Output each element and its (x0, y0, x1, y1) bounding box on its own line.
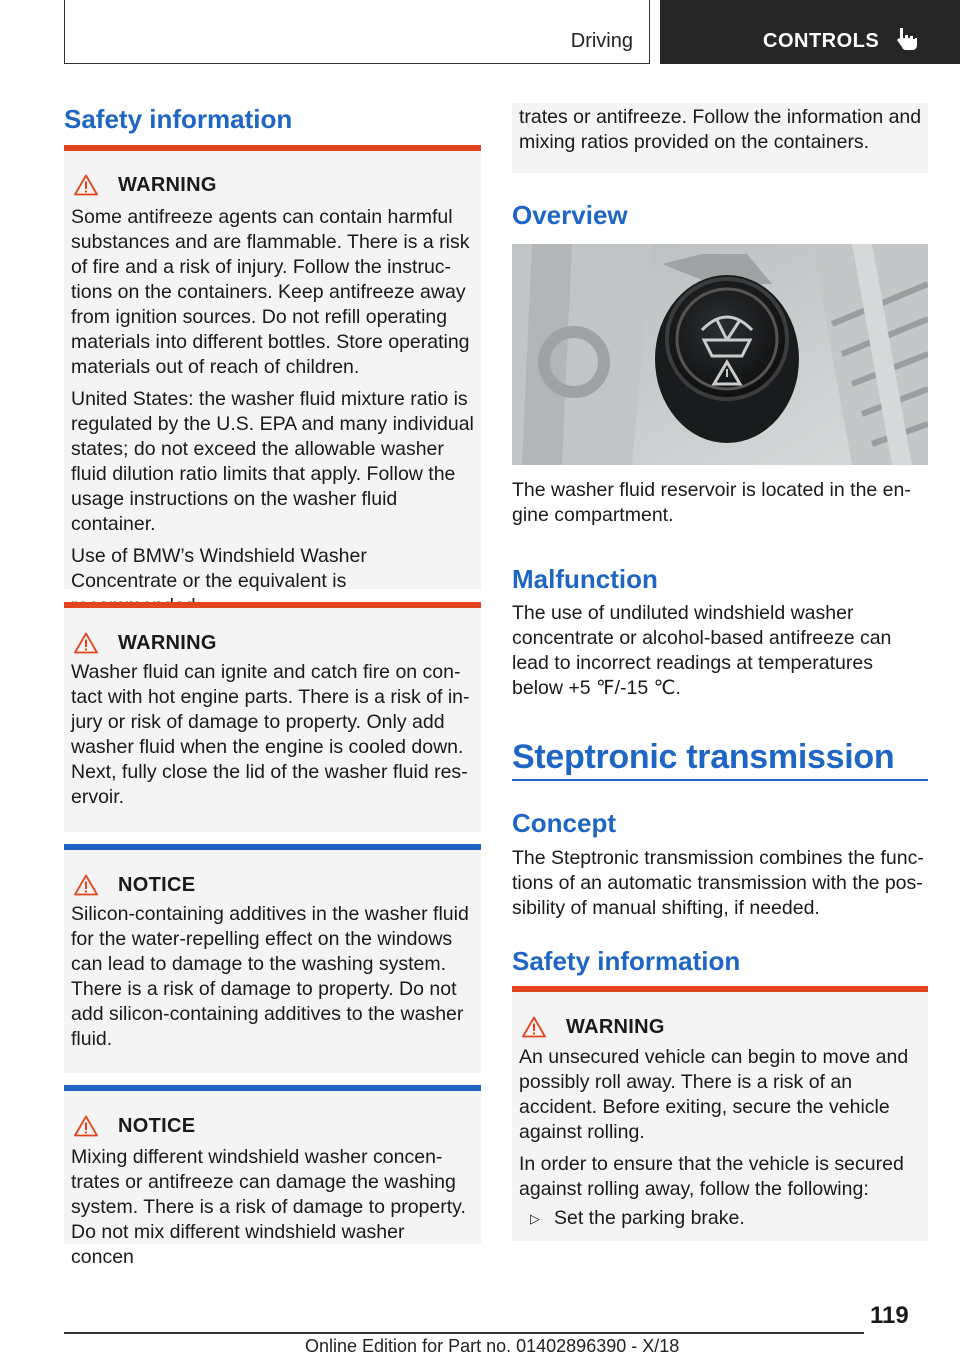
warning-triangle-icon (74, 632, 98, 654)
warning-paragraph: Use of BMW’s Windshield Washer Concentrate or the equivalent is (71, 545, 367, 592)
overview-heading: Overview (512, 200, 628, 230)
notice-box-continued (512, 103, 928, 173)
warning-box-unsecured-vehicle (512, 986, 928, 1241)
notice-title: NOTICE (118, 873, 196, 896)
malfunction-heading: Malfunction (512, 564, 658, 594)
notice-body-continued: trates or antifreeze. Follow the information and mixing ratios provided on the containers. (519, 106, 922, 153)
warning-title: WARNING (566, 1015, 665, 1038)
warning-bar (512, 986, 928, 992)
list-item-text: Set the parking brake. (554, 1207, 745, 1229)
warning-header (72, 172, 217, 198)
warning-title: WARNING (118, 173, 217, 196)
safety-information-heading: Safety information (64, 104, 293, 134)
header-chapter-tab (660, 0, 960, 64)
section-rule (512, 779, 928, 781)
notice-header (72, 1113, 195, 1139)
warning-body: Washer fluid can ignite and catch fire on contact with hot engine parts. There is a risk of injury or risk of damage to property. Only add washer fluid when the engine is cooled down. Next, fully close the lid of the washer fluid reservoir. (71, 661, 470, 808)
warning-paragraph: Some antifreeze agents can contain harmful substances and are flammable. There is a risk of fire and a risk of injury. Follow the instructions on the containers. Keep antifreeze away from ignition sources. Do not refill operating materials into different bottles. Store operating materials out of reach of children. (71, 206, 470, 378)
warning-paragraph: United States: the washer fluid mixture ratio is regulated by the U.S. EPA and many individual states; do not exceed the allowable washer fluid dilution ratio limits that apply. Follow the usage instructions on the washer fluid container. (71, 388, 474, 535)
warning-body (519, 1045, 924, 1231)
washer-fluid-reservoir-photo (512, 244, 928, 465)
notice-bar (64, 844, 481, 850)
warning-body (71, 205, 477, 626)
notice-header (72, 872, 195, 898)
header-section-box (64, 0, 650, 64)
notice-body: Silicon-containing additives in the washer fluid for the water-repelling effect on the windows can lead to damage to the washing system. There is a risk of damage to property. Do not add silicon-containing additives to the washer fluid. (71, 903, 469, 1050)
footer-edition-text: Online Edition for Part no. 01402896390 - X/18 (305, 1336, 680, 1356)
warning-box-antifreeze (64, 145, 481, 592)
warning-bar (64, 602, 481, 608)
footer-rule (64, 1332, 864, 1334)
warning-triangle-icon (74, 874, 98, 896)
warning-bar (64, 145, 481, 151)
warning-header (520, 1014, 665, 1040)
notice-body: Mixing different windshield washer concentrates or antifreeze can damage the washing system. There is a risk of damage to property. Do not mix different windshield washer concen (71, 1146, 466, 1268)
steptronic-heading: Steptronic transmission (512, 738, 895, 776)
notice-box-silicon (64, 844, 481, 1073)
overview-caption: The washer fluid reservoir is located in the engine compartment. (512, 479, 911, 526)
warning-paragraph: In order to ensure that the vehicle is secured against rolling away, follow the following: (519, 1153, 904, 1200)
page-number: 119 (870, 1302, 909, 1329)
header-chapter-title: CONTROLS (763, 30, 880, 52)
notice-title: NOTICE (118, 1114, 196, 1137)
header-section-title: Driving (570, 30, 633, 52)
warning-paragraph: An unsecured vehicle can begin to move and possibly roll away. There is a risk of an accident. Before exiting, secure the vehicle against rolling. (519, 1046, 909, 1143)
safety-information-heading-2: Safety information (512, 946, 741, 976)
warning-box-washer-fluid (64, 602, 481, 832)
warning-header (72, 630, 217, 656)
notice-bar (64, 1085, 481, 1091)
concept-text: The Steptronic transmission combines the functions of an automatic transmission with the possibility of manual shifting, if needed. (512, 847, 924, 919)
notice-box-mixing (64, 1085, 481, 1268)
warning-title: WARNING (118, 631, 217, 654)
pointing-hand-icon (896, 26, 918, 52)
concept-heading: Concept (512, 808, 616, 838)
bullet-arrow-icon: ▷ (530, 1211, 540, 1226)
list-item (519, 1206, 924, 1231)
malfunction-text: The use of undiluted windshield washer concentrate or alcohol-based antifreeze can lead to incorrect readings at temperatures below +5 ℉/-15 ℃. (512, 602, 892, 699)
warning-triangle-icon (74, 174, 98, 196)
warning-triangle-icon (522, 1016, 546, 1038)
warning-triangle-icon (74, 1115, 98, 1137)
washer-reservoir-illustration (512, 244, 928, 465)
